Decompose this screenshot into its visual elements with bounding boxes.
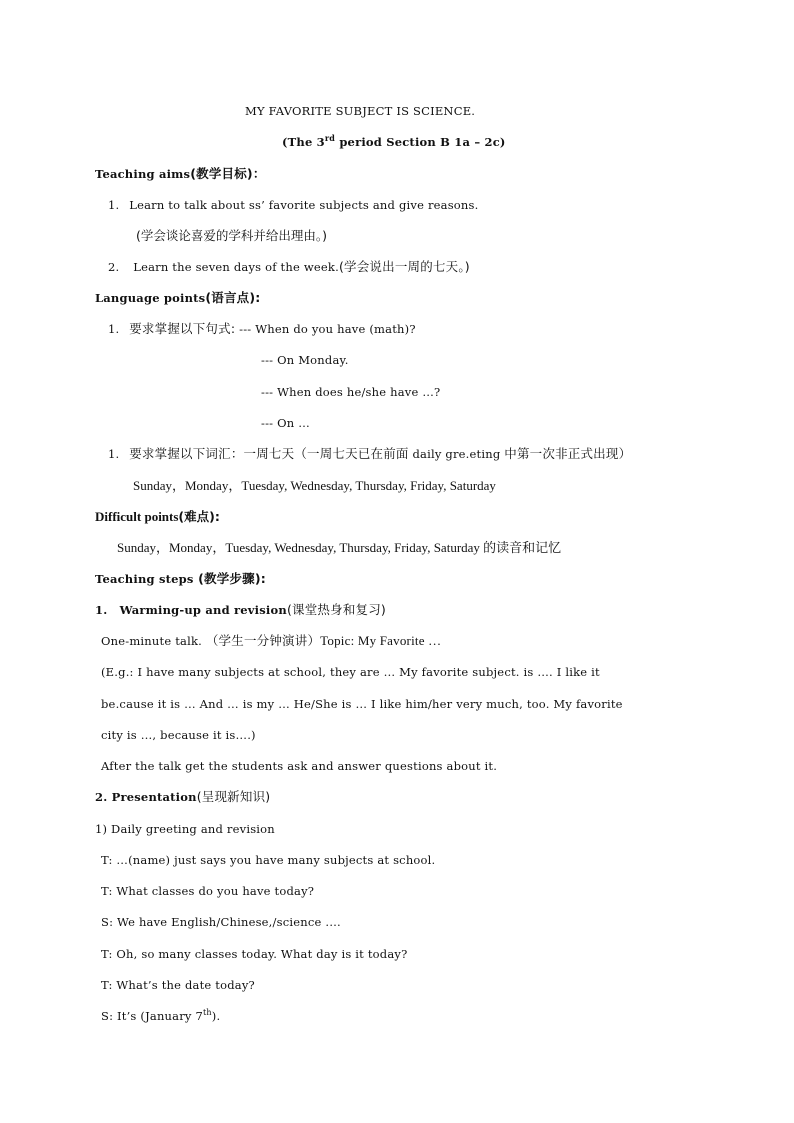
language-points-heading-text: Language points (95, 291, 206, 305)
step-2-heading (95, 788, 270, 806)
dialogue-line-5 (101, 976, 255, 994)
language-point-2-chinese-tail: 中第一次非正式出现） (504, 446, 632, 461)
language-point-2-number: 1. (108, 447, 120, 461)
step-1-line-1-english: One-minute talk. (101, 634, 202, 648)
language-point-1-chinese: 要求掌握以下句式: (129, 321, 236, 336)
step-1-example-2-text: be.cause it is … And … is my … He/She is … I like him/her very much, too. My favorite (101, 697, 623, 711)
sentence-2-text: --- On Monday. (261, 353, 349, 367)
dialogue-line-6-tail: ). (211, 1009, 221, 1023)
step-1-line-1 (101, 632, 441, 650)
step-2-title-cn: (呈现新知识) (196, 789, 271, 804)
sentence-2 (261, 351, 349, 369)
subtitle-superscript: rd (324, 133, 336, 143)
teaching-aims-heading (95, 165, 266, 183)
sentence-1: --- When do you have (math)? (239, 322, 416, 336)
aim-1-text: Learn to talk about ss’ favorite subjects and give reasons. (129, 198, 479, 212)
step-2-title: Presentation (111, 790, 197, 804)
language-point-2-chinese: 要求掌握以下词汇：一周七天（一周七天已在前面 (129, 446, 409, 461)
dialogue-line-6-superscript: th (202, 1008, 212, 1017)
language-point-2 (108, 445, 631, 463)
sentence-3 (261, 383, 440, 401)
step-1-example-3-text: city is …, because it is….) (101, 728, 256, 742)
teaching-steps-heading-cn: (教学步骤): (193, 571, 266, 586)
dialogue-line-1-text: T: …(name) just says you have many subjects at school. (101, 853, 436, 867)
step-2-number: 2. (95, 790, 108, 804)
subtitle-text-tail: period Section B 1a – 2c) (335, 135, 506, 149)
step-2-subheading (95, 820, 275, 838)
dialogue-line-6 (101, 1007, 220, 1025)
dialogue-line-5-text: T: What’s the date today? (101, 978, 255, 992)
teaching-steps-heading-text: Teaching steps (95, 572, 194, 586)
subtitle-text: (The 3 (282, 135, 325, 149)
teaching-steps-heading (95, 570, 266, 588)
language-points-heading (95, 289, 260, 307)
aim-2-number: 2. (108, 260, 120, 274)
sentence-4-text: --- On … (261, 416, 310, 430)
dialogue-line-6-text: S: It’s (January 7 (101, 1009, 203, 1023)
aim-2-text: Learn the seven days of the week. (133, 260, 339, 274)
dialogue-line-2-text: T: What classes do you have today? (101, 884, 315, 898)
weekday-list (133, 477, 496, 495)
dialogue-line-4 (101, 945, 407, 963)
language-points-heading-cn: (语言点): (205, 290, 261, 305)
step-1-line-1-topic: Topic: My Favorite … (320, 633, 442, 648)
sentence-3-text: --- When does he/she have …? (261, 385, 441, 399)
language-point-1-number: 1. (108, 322, 120, 336)
step-1-example-2 (101, 695, 623, 713)
document-title-text: MY FAVORITE SUBJECT IS SCIENCE. (245, 104, 476, 118)
step-2-subheading-text: 1) Daily greeting and revision (95, 822, 275, 836)
step-1-example-1 (101, 663, 600, 681)
step-1-number: 1. (95, 603, 108, 617)
step-1-after (101, 757, 497, 775)
step-1-after-text: After the talk get the students ask and answer questions about it. (101, 759, 498, 773)
step-1-heading (95, 601, 386, 619)
step-1-example-3 (101, 726, 256, 744)
difficult-points-heading (95, 508, 220, 526)
difficult-points-body: Sunday，Monday，Tuesday, Wednesday, Thursday, Friday, Saturday 的读音和记忆 (117, 540, 562, 555)
aim-1-chinese (136, 227, 327, 245)
dialogue-line-4-text: T: Oh, so many classes today. What day is it today? (101, 947, 408, 961)
step-1-example-1-text: (E.g.: I have many subjects at school, they are … My favorite subject. is …. I like it (101, 665, 600, 679)
aim-1-chinese-text: (学会谈论喜爱的学科并给出理由。) (136, 228, 328, 243)
step-1-title: Warming-up and revision (119, 603, 287, 617)
document-subtitle (282, 133, 506, 151)
difficult-points-heading-cn: (难点): (178, 509, 220, 524)
weekday-list-text: Sunday，Monday，Tuesday, Wednesday, Thursday, Friday, Saturday (133, 478, 496, 493)
teaching-aims-heading-text: Teaching aims (95, 167, 191, 181)
sentence-4 (261, 414, 310, 432)
aim-1 (108, 196, 479, 214)
aim-1-number: 1. (108, 198, 120, 212)
language-point-1 (108, 320, 416, 338)
step-1-line-1-chinese: （学生一分钟演讲） (205, 633, 321, 648)
dialogue-line-3 (101, 913, 341, 931)
difficult-points-text (117, 539, 561, 557)
dialogue-line-3-text: S: We have English/Chinese,/science .… (101, 915, 341, 929)
aim-2 (108, 258, 470, 276)
language-point-2-english: daily gre.eting (408, 447, 505, 461)
dialogue-line-2 (101, 882, 314, 900)
difficult-points-heading-text: Difficult points (95, 509, 179, 524)
dialogue-line-1 (101, 851, 435, 869)
step-1-title-cn: (课堂热身和复习) (286, 602, 386, 617)
aim-2-chinese: (学会说出一周的七天。) (338, 259, 470, 274)
teaching-aims-heading-cn: (教学目标)： (190, 166, 266, 181)
document-title (245, 102, 475, 120)
